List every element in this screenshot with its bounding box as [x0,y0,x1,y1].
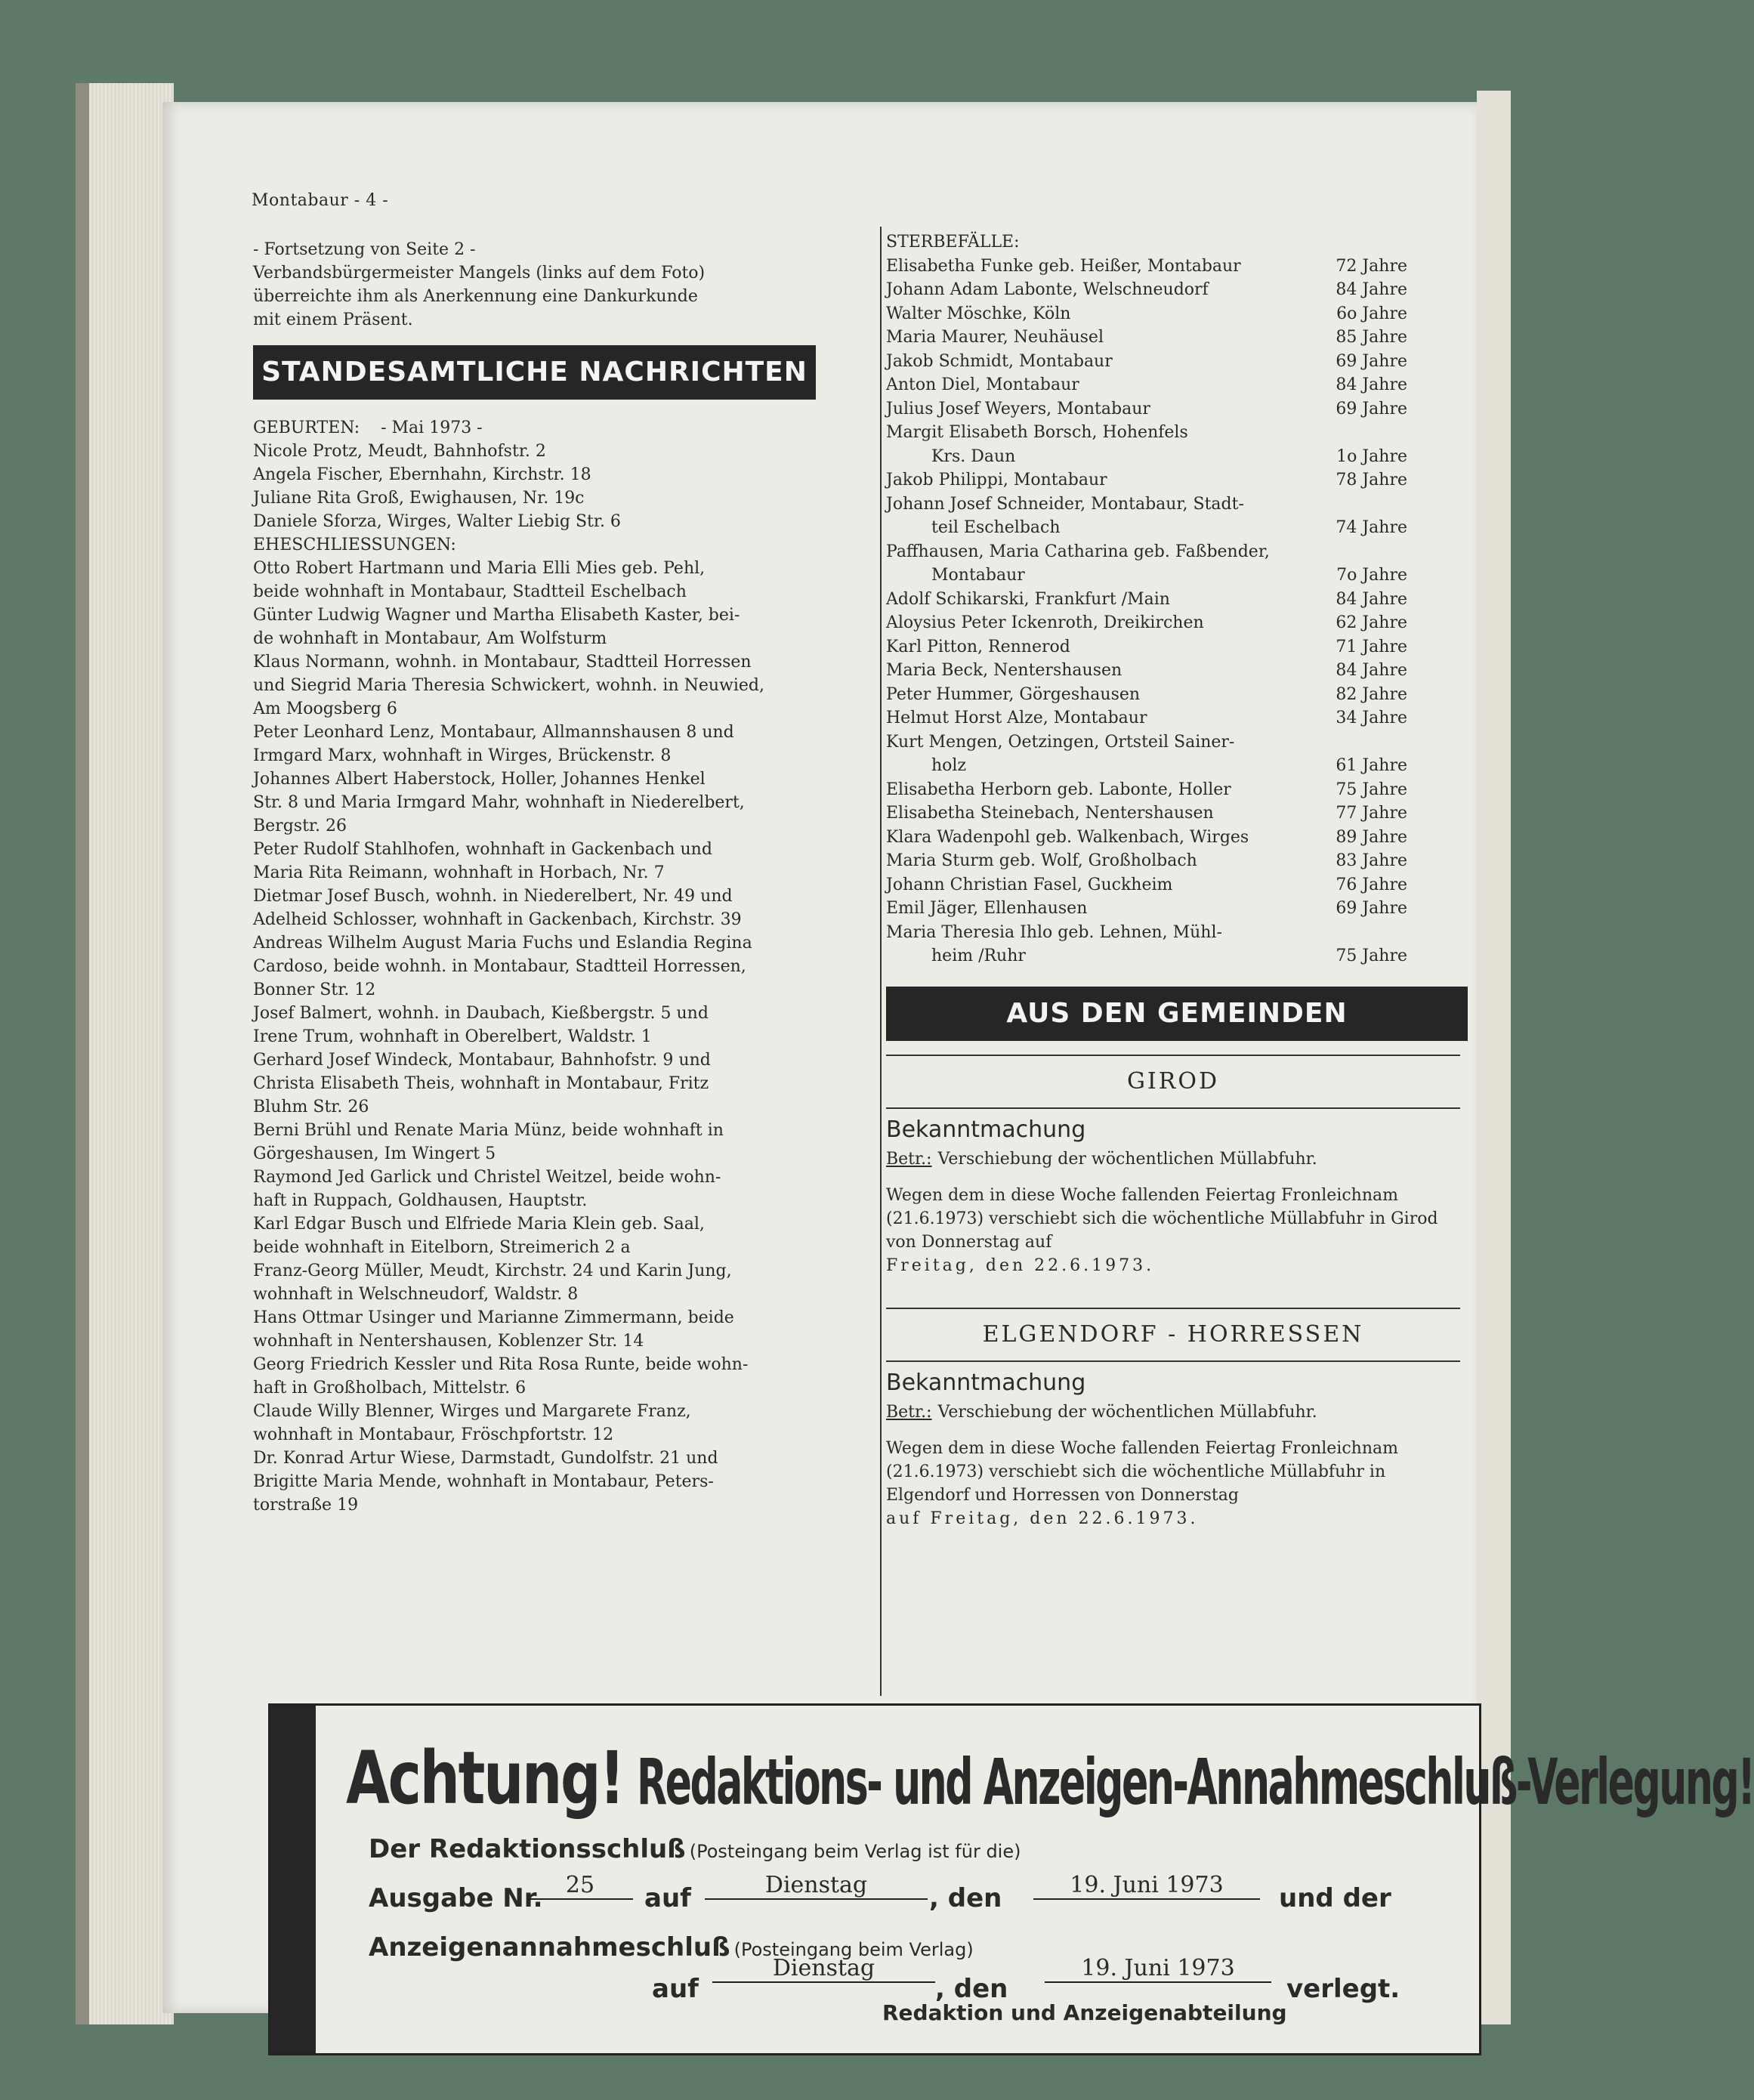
death-entry [886,611,1407,635]
girod-notice [886,1055,1460,1277]
label-auf: auf [644,1883,691,1913]
death-entry [886,588,1407,612]
birth-entry: Angela Fischer, Ebernhahn, Kirchstr. 18 [253,465,591,484]
death-age: 76 Jahre [1336,875,1407,894]
marriage-line: Am Moogsberg 6 [253,699,397,718]
label-den: , den [929,1883,1002,1913]
marriage-line: Peter Leonhard Lenz, Montabaur, Allmannshausen 8 und [253,723,734,742]
marriage-line: Franz-Georg Müller, Meudt, Kirchstr. 24 und Karin Jung, [253,1262,732,1280]
date-1: 19. Juni 1973 [1033,1872,1260,1900]
marriage-line: haft in Ruppach, Goldhausen, Hauptstr. [253,1191,588,1210]
headline-text: Redaktions- und Anzeigen-Annahmeschluß-Verlegung! [637,1745,1754,1819]
marriage-line: Claude Willy Blenner, Wirges und Margarete Franz, [253,1402,691,1421]
marriage-line: Cardoso, beide wohnh. in Montabaur, Stadtteil Horressen, [253,957,746,976]
death-name-line: Karl Pitton, Rennerod [886,637,1070,656]
marriage-line: Str. 8 und Maria Irmgard Mahr, wohnhaft in Niederelbert, [253,793,745,812]
issue-number: 25 [527,1872,633,1900]
marriage-line: Josef Balmert, wohnh. in Daubach, Kießbergstr. 5 und [253,1004,709,1023]
subject-label: Betr.: [886,1150,932,1169]
intro-line: mit einem Präsent. [253,310,413,329]
marriage-line: beide wohnhaft in Eitelborn, Streimerich 2 a [253,1238,631,1257]
label-anzeigenannahmeschluss: Anzeigenannahmeschluß [369,1932,730,1963]
death-age: 1o Jahre [1336,446,1407,466]
deaths-heading: STERBEFÄLLE: [886,233,1020,252]
death-age: 34 Jahre [1336,709,1407,727]
background-board-top [0,0,1511,83]
book-page-edges [76,83,174,2024]
marriage-line: Bluhm Str. 26 [253,1098,369,1116]
marriage-line: wohnhaft in Nentershausen, Koblenzer Str. 14 [253,1332,644,1351]
death-age: 61 Jahre [1336,756,1407,775]
death-name-line: Walter Möschke, Köln [886,304,1071,323]
notice-date-line: Freitag, den 22.6.1973. [886,1255,1155,1275]
deadline-notice-box [268,1703,1754,2055]
marriage-line: und Siegrid Maria Theresia Schwickert, wohnh. in Neuwied, [253,676,765,695]
death-age: 84 Jahre [1336,375,1407,394]
marriages-heading: EHESCHLIESSUNGEN: [253,536,456,554]
intro-line: überreichte ihm als Anerkennung eine Dankurkunde [253,287,698,306]
death-name-line: Elisabetha Steinebach, Nentershausen [886,804,1214,823]
label-den-2: , den [935,1974,1008,2004]
note-posteingang: (Posteingang beim Verlag ist für die) [689,1841,1021,1862]
marriage-line: de wohnhaft in Montabaur, Am Wolfsturm [253,629,607,648]
death-age: 83 Jahre [1336,851,1407,870]
death-age: 84 Jahre [1336,280,1407,299]
right-column [886,230,1460,1530]
rule [886,1107,1460,1109]
label-verlegt: verlegt. [1286,1974,1400,2004]
marriage-line: Otto Robert Hartmann und Maria Elli Mies geb. Pehl, [253,559,706,578]
death-entry [886,706,1407,730]
death-entry [886,801,1407,826]
death-age: 82 Jahre [1336,684,1407,704]
newspaper-page [162,102,1754,2025]
marriage-line: Bergstr. 26 [253,817,347,835]
death-name-line: Maria Sturm geb. Wolf, Großholbach [886,851,1197,870]
death-age: 85 Jahre [1336,328,1407,347]
page-header: Montabaur - 4 - [252,191,389,210]
death-entry [886,635,1407,659]
marriage-line: Klaus Normann, wohnh. in Montabaur, Stadtteil Horressen [253,653,752,672]
death-entry [886,493,1407,540]
town-heading: ELGENDORF - HORRESSEN [982,1320,1364,1348]
death-name-line: Kurt Mengen, Oetzingen, Ortsteil Sainer- [886,732,1235,752]
label-und-der: und der [1279,1883,1391,1913]
death-entry [886,897,1407,921]
elgendorf-notice [886,1308,1460,1530]
birth-entry: Nicole Protz, Meudt, Bahnhofstr. 2 [253,442,546,461]
label-redaktionsschluss: Der Redaktionsschluß [369,1834,686,1864]
marriage-line: torstraße 19 [253,1496,359,1515]
death-entry [886,326,1407,350]
marriage-line: wohnhaft in Welschneudorf, Waldstr. 8 [253,1285,579,1304]
marriage-line: Karl Edgar Busch und Elfriede Maria Klein geb. Saal, [253,1215,705,1234]
marriage-line: Adelheid Schlosser, wohnhaft in Gackenbach, Kirchstr. 39 [253,910,742,929]
marriage-line: Raymond Jed Garlick und Christel Weitzel, beide wohn- [253,1168,721,1187]
death-entry [886,683,1407,707]
weekday-1: Dienstag [705,1872,928,1900]
death-name-line: Paffhausen, Maria Catharina geb. Faßbender, [886,542,1270,561]
death-name-line: heim /Ruhr [931,947,1026,965]
death-entry [886,373,1407,397]
notice-title: Bekanntmachung [886,1116,1086,1143]
notice-body: Wegen dem in diese Woche fallenden Feiertag Fronleichnam (21.6.1973) verschiebt sich die wöchentliche Müllabfuhr in Girod von Donnerstag auf [886,1185,1438,1252]
death-age: 75 Jahre [1336,947,1407,965]
left-column [253,238,880,1517]
death-age: 72 Jahre [1336,256,1407,276]
death-age: 84 Jahre [1336,661,1407,680]
births-heading: GEBURTEN: - Mai 1973 - [253,418,483,437]
notice-date-line: auf Freitag, den 22.6.1973. [886,1509,1199,1528]
marriage-line: wohnhaft in Montabaur, Fröschpfortstr. 12 [253,1425,614,1444]
death-entry [886,849,1407,873]
section-banner-gemeinden: AUS DEN GEMEINDEN [886,987,1468,1041]
deadline-line-1 [369,1834,1021,1864]
headline-achtung: Achtung! [346,1736,624,1821]
notice-title: Bekanntmachung [886,1369,1086,1396]
birth-entry: Daniele Sforza, Wirges, Walter Liebig Str. 6 [253,512,621,531]
marriage-line: Christa Elisabeth Theis, wohnhaft in Montabaur, Fritz [253,1074,709,1093]
death-name-line: Krs. Daun [931,446,1016,466]
death-name-line: Aloysius Peter Ickenroth, Dreikirchen [886,613,1204,632]
marriage-line: Dietmar Josef Busch, wohnh. in Niederelbert, Nr. 49 und [253,887,733,906]
death-age: 71 Jahre [1336,637,1407,656]
marriage-line: beide wohnhaft in Montabaur, Stadtteil Eschelbach [253,582,687,601]
marriage-line: Hans Ottmar Usinger und Marianne Zimmermann, beide [253,1308,734,1327]
death-entry [886,302,1407,326]
death-entry [886,540,1407,588]
death-age: 69 Jahre [1336,351,1407,371]
notice-side-bar [270,1706,316,2053]
marriage-line: Görgeshausen, Im Wingert 5 [253,1144,496,1163]
date-2: 19. Juni 1973 [1045,1955,1271,1983]
death-name-line: Jakob Philippi, Montabaur [886,471,1107,489]
death-age: 6o Jahre [1336,304,1407,323]
death-name-line: Klara Wadenpohl geb. Walkenbach, Wirges [886,827,1249,847]
death-entry [886,468,1407,493]
marriage-line: Gerhard Josef Windeck, Montabaur, Bahnhofstr. 9 und [253,1051,711,1070]
marriage-line: Dr. Konrad Artur Wiese, Darmstadt, Gundolfstr. 21 und [253,1449,718,1468]
death-age: 74 Jahre [1336,518,1407,537]
death-name-line: Johann Adam Labonte, Welschneudorf [886,280,1209,299]
book-spine [76,83,89,2024]
subject-line [886,1147,1460,1172]
death-entry [886,278,1407,302]
death-age: 84 Jahre [1336,589,1407,609]
section-banner-standesamt: STANDESAMTLICHE NACHRICHTEN [253,345,816,400]
death-age: 7o Jahre [1336,566,1407,585]
marriages-list [253,557,880,1517]
death-age: 69 Jahre [1336,899,1407,918]
death-name-line: holz [931,756,967,775]
marriage-line: Irmgard Marx, wohnhaft in Wirges, Brückenstr. 8 [253,746,672,765]
notice-headline [346,1736,1754,1821]
death-entry [886,421,1407,468]
death-entry [886,730,1407,778]
notice-body: Wegen dem in diese Woche fallenden Feiertag Fronleichnam (21.6.1973) verschiebt sich die wöchentliche Müllabfuhr in Elgendorf und Horressen von Donnerstag [886,1438,1398,1505]
death-name-line: Adolf Schikarski, Frankfurt /Main [886,589,1170,609]
death-age: 89 Jahre [1336,827,1407,847]
column-divider [880,227,882,1696]
label-auf-2: auf [652,1974,699,2004]
death-name-line: Elisabetha Funke geb. Heißer, Montabaur [886,256,1241,276]
death-name-line: Maria Beck, Nentershausen [886,661,1122,680]
death-age: 75 Jahre [1336,780,1407,799]
marriage-line: Peter Rudolf Stahlhofen, wohnhaft in Gackenbach und [253,840,712,859]
death-name-line: Helmut Horst Alze, Montabaur [886,709,1147,727]
adjacent-page-edge [1477,91,1511,2024]
marriage-line: Brigitte Maria Mende, wohnhaft in Montabaur, Peters- [253,1472,714,1491]
death-age: 77 Jahre [1336,804,1407,823]
marriage-line: Berni Brühl und Renate Maria Münz, beide wohnhaft in [253,1121,724,1140]
death-name-line: Anton Diel, Montabaur [886,375,1079,394]
death-name-line: Johann Christian Fasel, Guckheim [886,875,1173,894]
death-name-line: Montabaur [931,566,1025,585]
marriage-line: Günter Ludwig Wagner und Martha Elisabeth Kaster, bei- [253,606,740,625]
marriage-line: Johannes Albert Haberstock, Holler, Johannes Henkel [253,770,706,789]
death-name-line: Elisabetha Herborn geb. Labonte, Holler [886,780,1231,799]
intro-line: Verbandsbürgermeister Mangels (links auf dem Foto) [253,264,706,283]
death-age: 69 Jahre [1336,399,1407,418]
town-heading: GIROD [1126,1067,1220,1095]
notice-signature: Redaktion und Anzeigenabteilung [882,2000,1287,2025]
subject-label: Betr.: [886,1403,932,1422]
death-entry [886,921,1407,968]
weekday-2: Dienstag [712,1955,935,1983]
subject-text: Verschiebung der wöchentlichen Müllabfuhr. [937,1150,1317,1169]
intro-line: - Fortsetzung von Seite 2 - [253,240,476,259]
marriage-line: Maria Rita Reimann, wohnhaft in Horbach, Nr. 7 [253,863,665,882]
death-name-line: Johann Josef Schneider, Montabaur, Stadt- [886,494,1244,514]
birth-entry: Juliane Rita Groß, Ewighausen, Nr. 19c [253,489,585,508]
death-name-line: Margit Elisabeth Borsch, Hohenfels [886,423,1188,442]
death-entry [886,659,1407,683]
births-list [253,440,880,533]
death-age: 62 Jahre [1336,613,1407,632]
marriage-line: Georg Friedrich Kessler und Rita Rosa Runte, beide wohn- [253,1355,749,1374]
death-entry [886,350,1407,374]
marriage-line: Irene Trum, wohnhaft in Oberelbert, Waldstr. 1 [253,1027,652,1046]
marriage-line: haft in Großholbach, Mittelstr. 6 [253,1379,527,1397]
death-entry [886,778,1407,802]
deaths-list [886,255,1407,968]
marriage-line: Bonner Str. 12 [253,981,376,999]
rule [886,1308,1460,1309]
death-name-line: Peter Hummer, Görgeshausen [886,684,1141,704]
death-name-line: Jakob Schmidt, Montabaur [886,351,1113,371]
label-ausgabe: Ausgabe Nr. [369,1883,543,1913]
death-entry [886,826,1407,850]
subject-line [886,1401,1460,1425]
subject-text: Verschiebung der wöchentlichen Müllabfuhr. [937,1403,1317,1422]
death-name-line: Maria Theresia Ihlo geb. Lehnen, Mühl- [886,922,1222,942]
death-name-line: Maria Maurer, Neuhäusel [886,328,1104,347]
death-name-line: teil Eschelbach [931,518,1061,537]
note-posteingang-2: (Posteingang beim Verlag) [733,1939,974,1960]
rule [886,1055,1460,1056]
rule [886,1360,1460,1362]
death-entry [886,873,1407,897]
death-entry [886,255,1407,279]
continuation-text [253,238,880,332]
marriage-line: Andreas Wilhelm August Maria Fuchs und Eslandia Regina [253,934,752,953]
death-name-line: Emil Jäger, Ellenhausen [886,899,1088,918]
death-entry [886,397,1407,422]
death-age: 78 Jahre [1336,471,1407,489]
death-name-line: Julius Josef Weyers, Montabaur [886,399,1150,418]
